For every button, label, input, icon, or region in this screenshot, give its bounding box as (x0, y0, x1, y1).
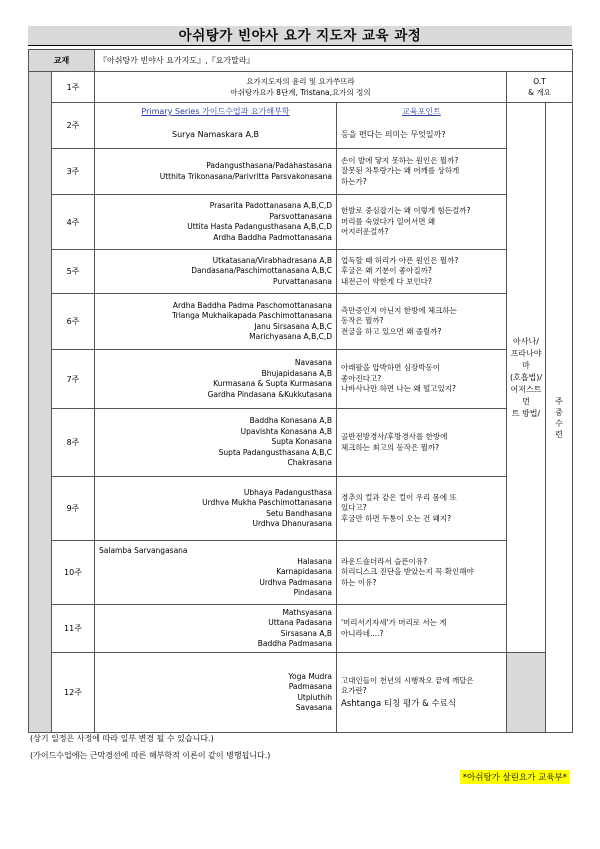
pose: Karnapidasana (276, 567, 332, 577)
pose: Utpluthih (297, 692, 332, 702)
week-row (29, 294, 573, 350)
page-title: 아쉬탕가 빈야사 요가 지도자 교육 과정 (28, 26, 572, 46)
week-row (29, 149, 573, 195)
pose: Prasarita Padottanasana A,B,C,D (209, 201, 332, 210)
pose: Dandasana/Paschimottanasana A,B,C (191, 266, 332, 276)
point-line: 측만증인지 아닌지 한방에 체크하는 (341, 305, 457, 315)
textbook-row (29, 50, 573, 72)
week-label: 9주 (52, 477, 95, 541)
pose: Janu Sirsasana A,B,C (254, 321, 332, 331)
point-line: 머리를 숙였다가 일어서면 왜 (341, 216, 436, 226)
teaching-point (337, 541, 507, 605)
point-line: 손이 발에 닿지 못하는 원인은 뭘까? (341, 155, 459, 165)
point-line: 후굴은 왜 기분이 좋아질까? (341, 266, 432, 276)
pose: Gardha Pindasana &Kukkutasana (207, 389, 332, 399)
textbook-label: 교재 (29, 50, 95, 72)
pose: Utkatasana/Virabhadrasana A,B (212, 255, 332, 265)
pose: Chakrasana (287, 458, 332, 468)
schedule-note: (상기 일정은 사정에 따라 일부 변경 될 수 있습니다.) (30, 734, 214, 743)
week2-point: 등을 편다는 의미는 무엇일까? (341, 130, 446, 139)
pose: Urdhva Mukha Paschimottanasana (202, 498, 332, 507)
point-line: 하는가? (341, 176, 367, 186)
week-label: 3주 (52, 149, 95, 195)
guide-header: Primary Series 가이드수업과 요가해부학 (141, 107, 290, 116)
pose: Ardha Baddha Padma Paschomottanasana (172, 300, 332, 310)
curriculum-table (28, 49, 573, 733)
pose: Navasana (294, 358, 332, 367)
point-line: 아니라네....? (341, 628, 384, 638)
organization-label: *아쉬탕가 살린요가 교육부* (460, 770, 570, 784)
point-line: 아래팔을 압박하면 심장박동이 (341, 363, 440, 373)
week2-pose: Surya Namaskara A,B (172, 130, 259, 139)
pose-list (95, 541, 337, 605)
week-label: 8주 (52, 409, 95, 477)
pose: Utthita Trikonasana/Parivritta Parsvakonasana (159, 171, 332, 181)
pose-list (95, 477, 337, 541)
evaluation-char: 중 (555, 407, 563, 417)
method-line: 프라나야마 (510, 348, 542, 370)
pose: Upavishta Konasana A,B (240, 426, 332, 436)
pose: Padmasana (288, 682, 332, 691)
pose: Ardha Baddha Padmottanasana (213, 232, 332, 242)
pose: Marichyasana A,B,C,D (249, 332, 332, 341)
guide-note: (가이드수업에는 근막경선에 따른 해부학적 이론이 같이 병행됩니다.) (30, 751, 271, 760)
pose: Ubhaya Padangusthasa (243, 487, 332, 497)
week-label: 11주 (52, 605, 95, 653)
pose: Baddha Padmasana (257, 639, 332, 648)
pose: Bhujapidasana A,B (261, 368, 332, 378)
week-row (29, 72, 573, 103)
evaluation-cell (546, 103, 573, 733)
evaluation-char: 련 (555, 429, 563, 439)
points-header: 교육포인트 (402, 107, 441, 116)
point-line: 골반전방경사/후방경사를 한방에 (341, 432, 448, 441)
point-line: 동작은 뭘까? (341, 316, 384, 326)
week-row (29, 195, 573, 250)
point-line: 후굴만 하면 두통이 오는 건 왜지? (341, 513, 452, 523)
left-margin-cell (29, 72, 52, 733)
week1-content (95, 72, 507, 103)
pose: Uttita Hasta Padangusthasana A,B,C,D (187, 222, 332, 231)
teaching-point (337, 294, 507, 350)
pose-list (95, 409, 337, 477)
point-line: 요가란? (341, 686, 367, 696)
week-row (29, 103, 573, 149)
week-row (29, 250, 573, 294)
point-line: 경추의 컬과 같은 컬이 우리 몸에 또 (341, 492, 457, 502)
method-line: 트 방법/ (511, 408, 541, 418)
teaching-point (337, 350, 507, 409)
point-line: 고대인들이 천년의 시행착오 끝에 깨달은 (341, 675, 474, 685)
pose: Urdhva Dhanurasana (252, 519, 332, 528)
point-line: 전굴을 하고 있으면 왜 졸릴까? (341, 326, 442, 336)
title-underline (28, 45, 572, 46)
point-line: 내전근이 약한게 다 보인다? (341, 276, 432, 286)
pose-list (95, 250, 337, 294)
teaching-point (337, 409, 507, 477)
point-line: 어지러운걸까? (341, 227, 389, 237)
week-row (29, 653, 573, 733)
pose: Parsvottanasana (269, 211, 332, 221)
point-line: 허리디스크 진단을 받았는지 꼭 확인해야 (341, 567, 474, 577)
teaching-point (337, 477, 507, 541)
week-label: 7주 (52, 350, 95, 409)
teaching-point (337, 605, 507, 653)
pose: Baddha Konasana A,B (249, 416, 332, 426)
teaching-point (337, 149, 507, 195)
teaching-point (337, 195, 507, 250)
pose-list (95, 653, 337, 733)
pose: Savasana (295, 703, 332, 712)
method-line: 아사나/ (513, 336, 539, 346)
ot-sub: & 개요 (528, 88, 551, 97)
teaching-point (337, 250, 507, 294)
week2-left (95, 103, 337, 149)
pose: Urdhva Padmasana (259, 577, 332, 587)
method-gray-cell (507, 653, 546, 733)
pose: Trianga Mukhaikapada Paschimottanasana (172, 311, 332, 320)
pose: Purvattanasana (273, 276, 332, 286)
week1-line: 요가지도자의 윤리 및 요가쑤뜨라 (246, 77, 355, 86)
point-line: 한발로 중심잡기는 왜 이렇게 힘든걸까? (341, 206, 471, 216)
week-label: 12주 (52, 653, 95, 733)
pose: Sirsasana A,B (280, 628, 332, 638)
pose-list (95, 149, 337, 195)
pose-list (95, 294, 337, 350)
method-cell (507, 103, 546, 653)
point-line: 좋아진다고? (341, 373, 382, 383)
pose: Mathsyasana (282, 607, 332, 617)
pose-list (95, 195, 337, 250)
evaluation-char: 수 (555, 418, 563, 428)
week-label: 6주 (52, 294, 95, 350)
pose-list (95, 350, 337, 409)
pose: Pindasana (293, 588, 332, 598)
pose: Uttana Padasana (268, 618, 332, 627)
ot-label: O.T (533, 77, 546, 86)
pose: Setu Bandhasana (266, 508, 332, 518)
point-line: 있다고? (341, 503, 367, 513)
point-line: 나바사나만 하면 나는 왜 떨고있지? (341, 384, 456, 394)
teaching-point (337, 653, 507, 733)
evaluation-note: Ashtanga 티칭 평가 & 수료식 (341, 698, 457, 709)
evaluation-char: 주 (555, 396, 563, 406)
week2-right (337, 103, 507, 149)
pose: Supta Padangusthasana A,B,C (218, 447, 332, 457)
textbook-value: 『아쉬탕가 빈야사 요가지도』,『요가말라』 (95, 50, 573, 72)
pose: Kurmasana & Supta Kurmasana (213, 379, 332, 388)
pose: Padangusthasana/Padahastasana (206, 161, 332, 170)
week-label: 1주 (52, 72, 95, 103)
week1-line: 아쉬탕가요가 8단계, Tristana,요가의 정의 (230, 88, 371, 97)
week-label: 10주 (52, 541, 95, 605)
week-row (29, 541, 573, 605)
point-line: 라운드숄더라서 슬픈이유? (341, 556, 428, 566)
week-label: 2주 (52, 103, 95, 149)
week-label: 4주 (52, 195, 95, 250)
point-line: 체크하는 최고의 동작은 뭘까? (341, 442, 440, 452)
pose: Salamba Sarvangasana (99, 546, 188, 556)
pose: Halasana (297, 556, 332, 566)
week-row (29, 350, 573, 409)
point-line: 업독할 때 허리가 아픈 원인은 뭘까? (341, 255, 459, 265)
point-line: 잘못된 차투랑가는 왜 어깨를 상하게 (341, 166, 460, 176)
pose: Supta Konasana (271, 437, 332, 447)
point-line: '머리서기자세'가 머리로 서는 게 (341, 618, 447, 627)
ot-cell (507, 72, 573, 103)
pose-list (95, 605, 337, 653)
week-label: 5주 (52, 250, 95, 294)
point-line: 하는 이유? (341, 577, 377, 587)
pose: Yoga Mudra (288, 671, 332, 681)
week-row (29, 477, 573, 541)
week-row (29, 605, 573, 653)
method-line: 어저스트먼 (510, 384, 542, 406)
method-line: (호흡법)/ (509, 372, 543, 382)
week-row (29, 409, 573, 477)
